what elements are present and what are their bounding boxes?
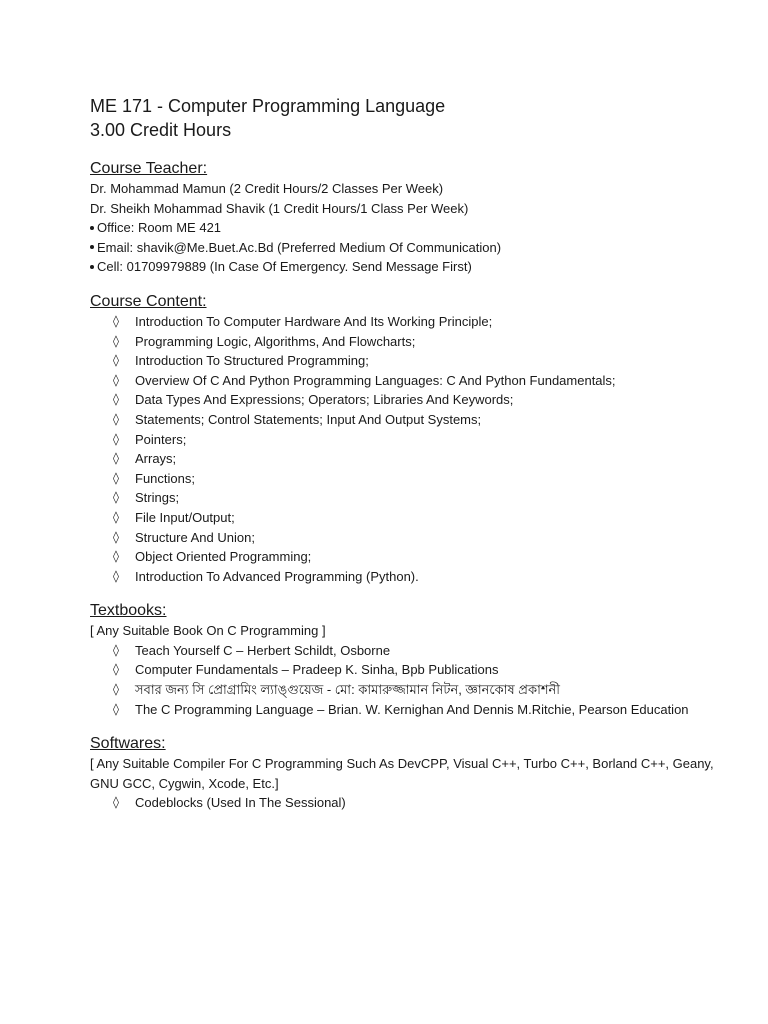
bullet-dot-icon: [90, 265, 94, 269]
diamond-bullet-icon: ◊: [113, 682, 119, 697]
softwares-note: [ Any Suitable Compiler For C Programming Such As DevCPP, Visual C++, Turbo C++, Borland C++, Geany, GNU GCC, Cygwin, Xcode, Etc.]: [90, 756, 714, 791]
diamond-bullet-icon: ◊: [113, 431, 119, 446]
list-item-text: Teach Yourself C – Herbert Schildt, Osborne: [135, 642, 391, 658]
diamond-bullet-icon: ◊: [113, 568, 119, 583]
list-item: [90, 700, 730, 720]
list-item: [90, 567, 730, 587]
textbooks-list: [90, 641, 730, 719]
textbooks-note: [ Any Suitable Book On C Programming ]: [90, 623, 326, 639]
diamond-bullet-icon: ◊: [113, 701, 119, 716]
list-item-text: Statements; Control Statements; Input And Output Systems;: [135, 411, 482, 427]
diamond-bullet-icon: ◊: [113, 411, 119, 426]
content-section: [90, 292, 730, 586]
diamond-bullet-icon: ◊: [113, 529, 119, 544]
diamond-bullet-icon: ◊: [113, 549, 119, 564]
teacher-section: [90, 159, 730, 277]
list-item: [90, 660, 730, 680]
softwares-list: [90, 793, 730, 813]
diamond-bullet-icon: ◊: [113, 509, 119, 524]
diamond-bullet-icon: ◊: [113, 642, 119, 657]
diamond-bullet-icon: ◊: [113, 333, 119, 348]
list-item-text: File Input/Output;: [135, 509, 235, 525]
bullet-dot-icon: [90, 226, 94, 230]
list-item-text: Overview Of C And Python Programming Languages: C And Python Fundamentals;: [135, 372, 616, 388]
course-credits: 3.00 Credit Hours: [90, 120, 232, 140]
list-item-text: The C Programming Language – Brian. W. Kernighan And Dennis M.Ritchie, Pearson Education: [135, 701, 689, 717]
list-item: [90, 528, 730, 548]
list-item: [90, 680, 730, 700]
list-item: [90, 488, 730, 508]
diamond-bullet-icon: ◊: [113, 795, 119, 810]
document-page: [90, 94, 730, 813]
email-text: Email: shavik@Me.Buet.Ac.Bd (Preferred Medium Of Communication): [97, 239, 502, 255]
list-item: [90, 547, 730, 567]
softwares-section: [90, 734, 730, 813]
teacher-contact-cell: [90, 257, 730, 277]
textbooks-heading: Textbooks:: [90, 602, 167, 620]
list-item-text: Programming Logic, Algorithms, And Flowcharts;: [135, 333, 416, 349]
diamond-bullet-icon: ◊: [113, 372, 119, 387]
list-item: [90, 793, 730, 813]
teacher-heading: Course Teacher:: [90, 160, 208, 177]
teacher-line: Dr. Sheikh Mohammad Shavik (1 Credit Hours/1 Class Per Week): [90, 200, 469, 216]
softwares-heading: Softwares:: [90, 735, 166, 753]
list-item: [90, 410, 730, 430]
cell-text: Cell: 01709979889 (In Case Of Emergency. Send Message First): [97, 259, 472, 275]
list-item: [90, 332, 730, 352]
textbooks-section: [90, 601, 730, 719]
list-item-text: Codeblocks (Used In The Sessional): [135, 795, 346, 811]
diamond-bullet-icon: ◊: [113, 392, 119, 407]
list-item-text: Strings;: [135, 490, 180, 506]
diamond-bullet-icon: ◊: [113, 662, 119, 677]
list-item-text: Introduction To Structured Programming;: [135, 353, 369, 369]
list-item-text: Data Types And Expressions; Operators; Libraries And Keywords;: [135, 392, 514, 408]
list-item: [90, 469, 730, 489]
list-item-text: Structure And Union;: [135, 529, 255, 545]
diamond-bullet-icon: ◊: [113, 353, 119, 368]
list-item-text: Arrays;: [135, 451, 177, 467]
diamond-bullet-icon: ◊: [113, 490, 119, 505]
list-item-text: Pointers;: [135, 431, 187, 447]
list-item: [90, 508, 730, 528]
list-item-text: সবার জন্য সি প্রোগ্রামিং ল্যাঙ্গুয়েজ - মো: কামারুজ্জামান নিটন, জ্ঞানকোষ প্রকাশনী: [135, 682, 561, 698]
list-item: [90, 641, 730, 661]
bullet-dot-icon: [90, 245, 94, 249]
list-item-text: Introduction To Computer Hardware And Its Working Principle;: [135, 313, 493, 329]
list-item-text: Functions;: [135, 470, 195, 486]
list-item: [90, 312, 730, 332]
diamond-bullet-icon: ◊: [113, 470, 119, 485]
list-item-text: Introduction To Advanced Programming (Python).: [135, 568, 419, 584]
diamond-bullet-icon: ◊: [113, 313, 119, 328]
list-item: [90, 351, 730, 371]
teacher-line: Dr. Mohammad Mamun (2 Credit Hours/2 Classes Per Week): [90, 181, 444, 196]
content-heading: Course Content:: [90, 292, 207, 310]
diamond-bullet-icon: ◊: [113, 451, 119, 466]
office-text: Office: Room ME 421: [97, 220, 222, 236]
teacher-contact-email: [90, 238, 730, 258]
list-item-text: Object Oriented Programming;: [135, 549, 312, 565]
course-title: ME 171 - Computer Programming Language: [90, 96, 446, 116]
list-item-text: Computer Fundamentals – Pradeep K. Sinha, Bpb Publications: [135, 662, 499, 678]
content-list: [90, 312, 730, 586]
list-item: [90, 390, 730, 410]
list-item: [90, 371, 730, 391]
teacher-contact-office: [90, 218, 730, 238]
list-item: [90, 430, 730, 450]
list-item: [90, 449, 730, 469]
